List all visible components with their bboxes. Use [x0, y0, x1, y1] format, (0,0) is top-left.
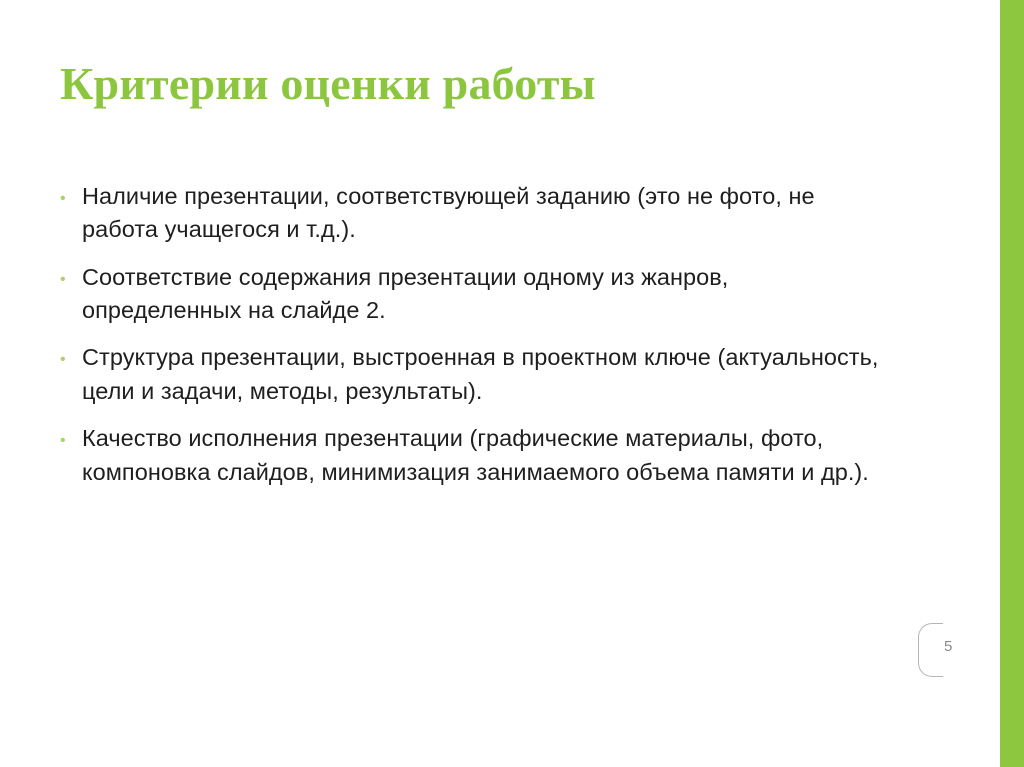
- list-item-text: Качество исполнения презентации (графические материалы, фото, компоновка слайдов, минимизация занимаемого объема памяти и др.).: [82, 425, 869, 485]
- bullet-dot-icon: •: [60, 432, 66, 450]
- bullet-dot-icon: •: [60, 351, 66, 369]
- bullet-list: [60, 180, 880, 503]
- bracket-decoration: [918, 623, 943, 677]
- page-title: Критерии оценки работы: [60, 58, 596, 109]
- list-item-text: Соответствие содержания презентации одному из жанров, определенных на слайде 2.: [82, 263, 729, 324]
- list-item: [60, 180, 880, 247]
- bullet-dot-icon: •: [60, 190, 66, 207]
- list-item: [60, 341, 880, 408]
- page-number-badge: [918, 623, 980, 675]
- list-item: [60, 261, 880, 328]
- bullet-dot-icon: •: [60, 270, 66, 288]
- decorative-right-bar: [1000, 0, 1024, 767]
- list-item: [60, 422, 880, 489]
- page-number: 5: [944, 638, 953, 655]
- list-item-text: Наличие презентации, соответствующей заданию (это не фото, не работа учащегося и т.д.).: [82, 183, 815, 243]
- list-item-text: Структура презентации, выстроенная в проектном ключе (актуальность, цели и задачи, методы, результаты).: [82, 344, 879, 404]
